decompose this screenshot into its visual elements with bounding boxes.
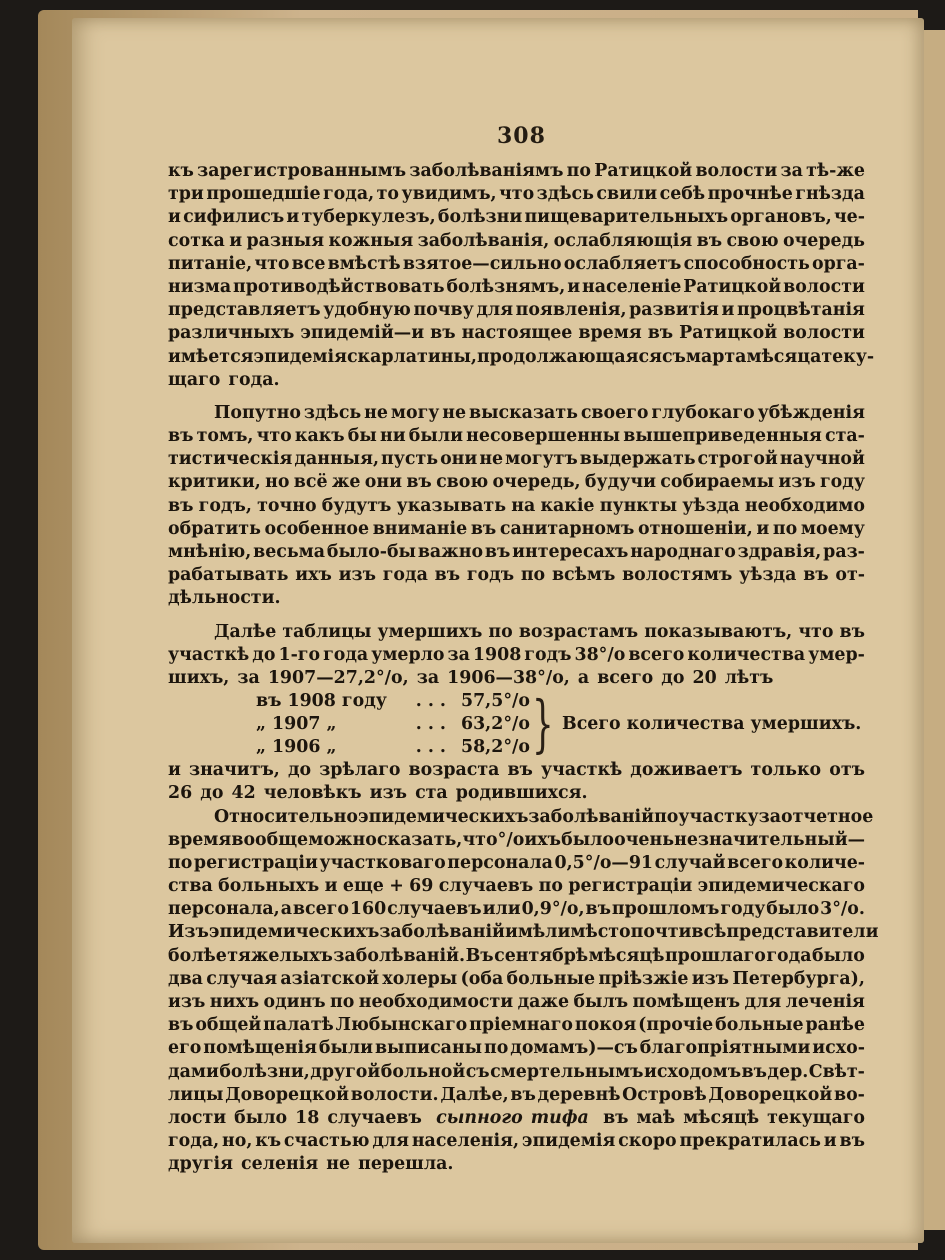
text-line: года, но, къ счастью для населенія, эпидемія скоро прекратилась и въ (168, 1131, 865, 1152)
text-line: къ зарегистрованнымъ заболѣваніямъ по Ратицкой волости за тѣ-же (168, 161, 865, 181)
page-body (168, 160, 879, 1177)
text-line: и сифилисъ и туберкулезъ, болѣзни пищеварительныхъ органовъ, че- (168, 207, 865, 228)
page-number: 308 (497, 123, 546, 149)
text-line: два случая азіатской холеры (оба больные пріѣзжіе изъ Петербурга), (168, 968, 865, 989)
table-row (256, 690, 865, 713)
row-value: 63,2°/о (460, 714, 530, 735)
text-line: другія селенія не перешла. (168, 1154, 454, 1175)
mortality-table (256, 687, 865, 761)
paragraph-4 (168, 759, 865, 805)
row-year: „ 1906 „ (256, 737, 337, 758)
text-line: Изъ эпидемическихъ заболѣваній имѣли мѣсто почти всѣ представители (168, 922, 879, 943)
text-line: дѣльности. (168, 588, 281, 609)
typhus-after: въ маѣ мѣсяцѣ текущаго (603, 1107, 865, 1128)
text-line: и значитъ, до зрѣлаго возраста въ участкѣ доживаетъ только отъ (168, 760, 865, 781)
text-line: въ годъ, точно будутъ указывать на какіе пункты уѣзда необходимо (168, 495, 865, 516)
row-value: 58,2°/о (460, 737, 530, 758)
paragraph-1 (168, 160, 875, 392)
text-line: дами болѣзни, другой больной съ смертельнымъ исходомъ въ дер. Свѣт- (168, 1061, 865, 1082)
text-line-typhus (168, 1107, 865, 1130)
text-line: изъ нихъ одинъ по необходимости даже былъ помѣщенъ для леченія (168, 992, 865, 1012)
typhus-before: лости было 18 случаевъ (168, 1107, 422, 1128)
text-line: сотка и разныя кожныя заболѣванія, ослабляющія въ свою очередь (168, 230, 865, 251)
text-line: Далѣе таблицы умершихъ по возрастамъ показываютъ, что въ (214, 621, 865, 642)
text-line: персонала, а всего 160 случаевъ или 0,9°/о, въ прошломъ году было 3°/о. (168, 899, 865, 920)
text-line: въ общей палатѣ Любынскаго пріемнаго покоя (прочіе больные ранѣе (168, 1015, 865, 1036)
row-year: въ 1908 году (256, 691, 387, 712)
text-line: щаго года. (168, 369, 280, 390)
paragraph-2 (168, 402, 865, 611)
row-dots: . . . (415, 714, 446, 735)
paragraph-5 (168, 806, 879, 1177)
text-line: въ томъ, что какъ бы ни были несовершенны вышеприведенныя ста- (168, 426, 865, 447)
text-line: питаніе, что все вмѣстѣ взятое—сильно ослабляетъ способность орга- (168, 253, 865, 274)
text-line: время вообще можно сказать, что °/о ихъ было очень незначительный— (168, 829, 865, 850)
text-line: болѣе тяжелыхъ заболѣваній. Въ сентябрѣ мѣсяцѣ прошлаго года было (168, 945, 865, 966)
text-line: Относительно эпидемическихъ заболѣваній по участку за отчетное (214, 806, 874, 827)
text-line: низма противодѣйствовать болѣзнямъ, и населеніе Ратицкой волости (168, 276, 865, 297)
text-line: тистическія данныя, пусть они не могутъ выдержать строгой научной (168, 449, 865, 470)
text-line: 26 до 42 человѣкъ изъ ста родившихся. (168, 783, 588, 804)
text-line: по регистраціи участковаго персонала 0,5°/о—91 случай всего количе- (168, 852, 865, 873)
text-line: ства больныхъ и еще + 69 случаевъ по регистраціи эпидемическаго (168, 876, 865, 897)
text-line: обратить особенное вниманіе въ санитарномъ отношеніи, и по моему (168, 518, 865, 539)
row-year: „ 1907 „ (256, 714, 337, 735)
table-row (256, 736, 865, 759)
text-line: мнѣнію, весьма было-бы важно въ интересахъ народнаго здравія, раз- (168, 542, 865, 562)
text-line: различныхъ эпидемій—и въ настоящее время въ Ратицкой волости (168, 323, 865, 344)
text-line: представляетъ удобную почву для появленія, развитія и процвѣтанія (168, 300, 865, 321)
text-line: рабатывать ихъ изъ года въ годъ по всѣмъ волостямъ уѣзда въ от- (168, 565, 865, 586)
typhus-italic: сыпного тифа (436, 1107, 589, 1128)
table-note: Всего количества умершихъ. (562, 714, 862, 735)
text-line: его помѣщенія были выписаны по домамъ)—съ благопріятными исхо- (168, 1038, 865, 1059)
row-dots: . . . (415, 691, 446, 712)
row-value: 57,5°/о (460, 691, 530, 712)
text-line: имѣется эпидемія скарлатины, продолжающаяся съ марта мѣсяца теку- (168, 346, 875, 367)
text-line: шихъ, за 1907—27,2°/о, за 1906—38°/о, а всего до 20 лѣтъ (168, 667, 774, 688)
row-dots: . . . (415, 737, 446, 758)
text-line: Попутно здѣсь не могу не высказать своего глубокаго убѣжденія (214, 402, 865, 423)
curly-brace: } (532, 687, 554, 761)
text-line: участкѣ до 1-го года умерло за 1908 годъ 38°/о всего количества умер- (168, 644, 865, 665)
text-line: лицы Доворецкой волости. Далѣе, въ деревнѣ Островѣ Доворецкой во- (168, 1084, 865, 1105)
text-line: критики, но всё же они въ свою очередь, будучи собираемы изъ году (168, 472, 865, 493)
text-line: три прошедшіе года, то увидимъ, что здѣсь свили себѣ прочнѣе гнѣзда (168, 184, 865, 205)
paragraph-3 (168, 621, 865, 691)
